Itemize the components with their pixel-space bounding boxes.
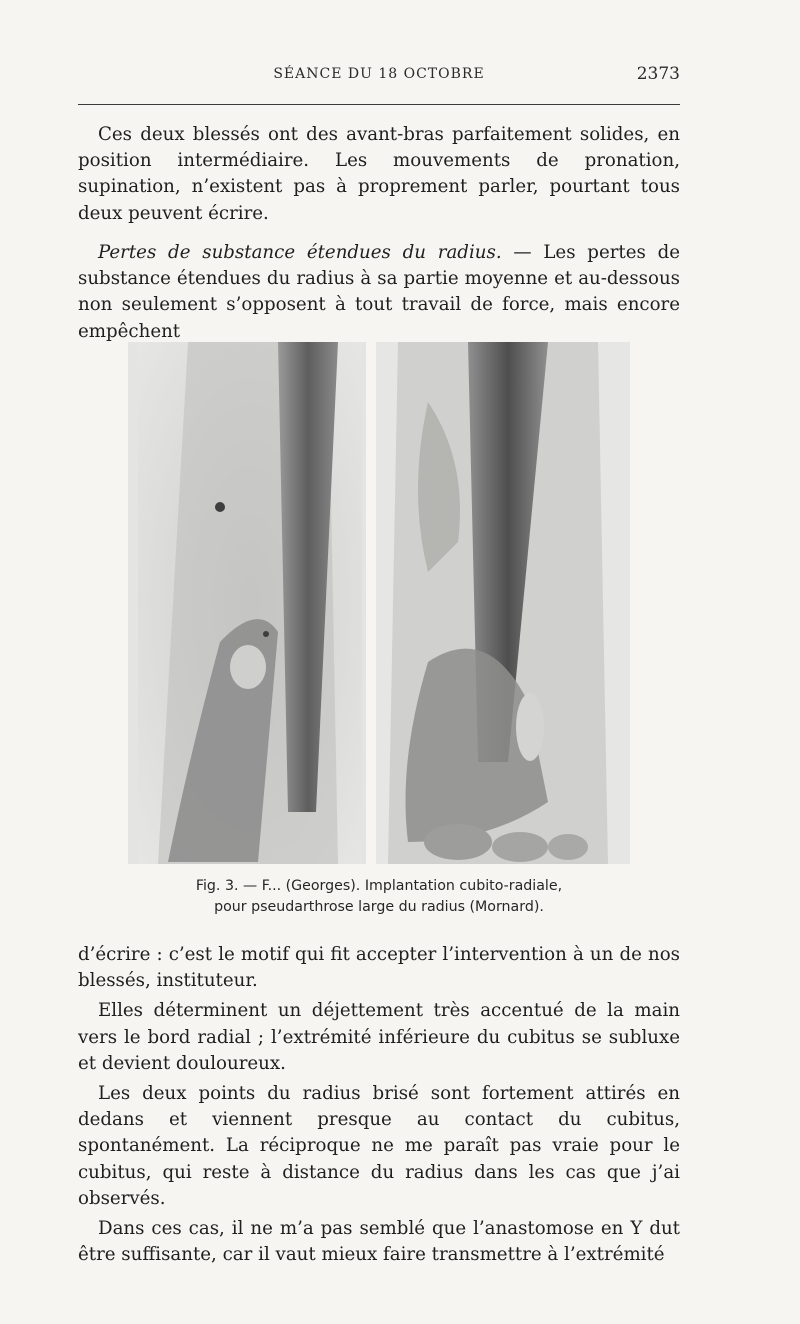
page-number: 2373 — [636, 64, 680, 84]
figure-caption-line-1: Fig. 3. — F... (Georges). Implantation cubito-radiale, — [195, 878, 563, 894]
text-block-top-1 — [78, 122, 680, 227]
paragraph-1: Ces deux blessés ont des avant-bras parfaitement solides, en position intermédiaire. Les mouvements de pronation, supination, n’existent pas à proprement parler, pourtant tous deux peuvent écrire. — [78, 124, 680, 224]
xray-panel-left — [128, 342, 366, 864]
header-rule — [78, 104, 680, 105]
text-block-top-2 — [78, 240, 680, 345]
text-block-bottom — [78, 942, 680, 1272]
xray-panel-right — [376, 342, 630, 864]
paragraph-2-rest: — Les pertes de substance étendues du radius à sa partie moyenne et au-dessous non seulement s’opposent à tout travail de force, mais encore empêchent — [78, 242, 680, 342]
running-head: SÉANCE DU 18 OCTOBRE — [273, 66, 485, 82]
paragraph-3: d’écrire : c’est le motif qui fit accepter l’intervention à un de nos blessés, instituteur. — [78, 944, 680, 992]
section-lead-italic: Pertes de substance étendues du radius. — [98, 242, 502, 263]
figure-caption-line-2: pour pseudarthrose large du radius (Mornard). — [214, 899, 544, 915]
paragraph-4: Elles déterminent un déjettement très accentué de la main vers le bord radial ; l’extrémité inférieure du cubitus se subluxe et devient douloureux. — [78, 1000, 680, 1074]
paragraph-5: Les deux points du radius brisé sont fortement attirés en dedans et viennent presque au contact du cubitus, spontanément. La réciproque ne me paraît pas vraie pour le cubitus, qui reste à distance du radius dans les cas que j’ai observés. — [78, 1083, 680, 1209]
page-header — [78, 62, 680, 90]
xray-image — [128, 342, 630, 864]
paragraph-6: Dans ces cas, il ne m’a pas semblé que l’anastomose en Y dut être suffisante, car il vaut mieux faire transmettre à l’extrémité — [78, 1218, 680, 1266]
xray-figure — [128, 342, 630, 864]
paragraph-2 — [78, 240, 680, 345]
